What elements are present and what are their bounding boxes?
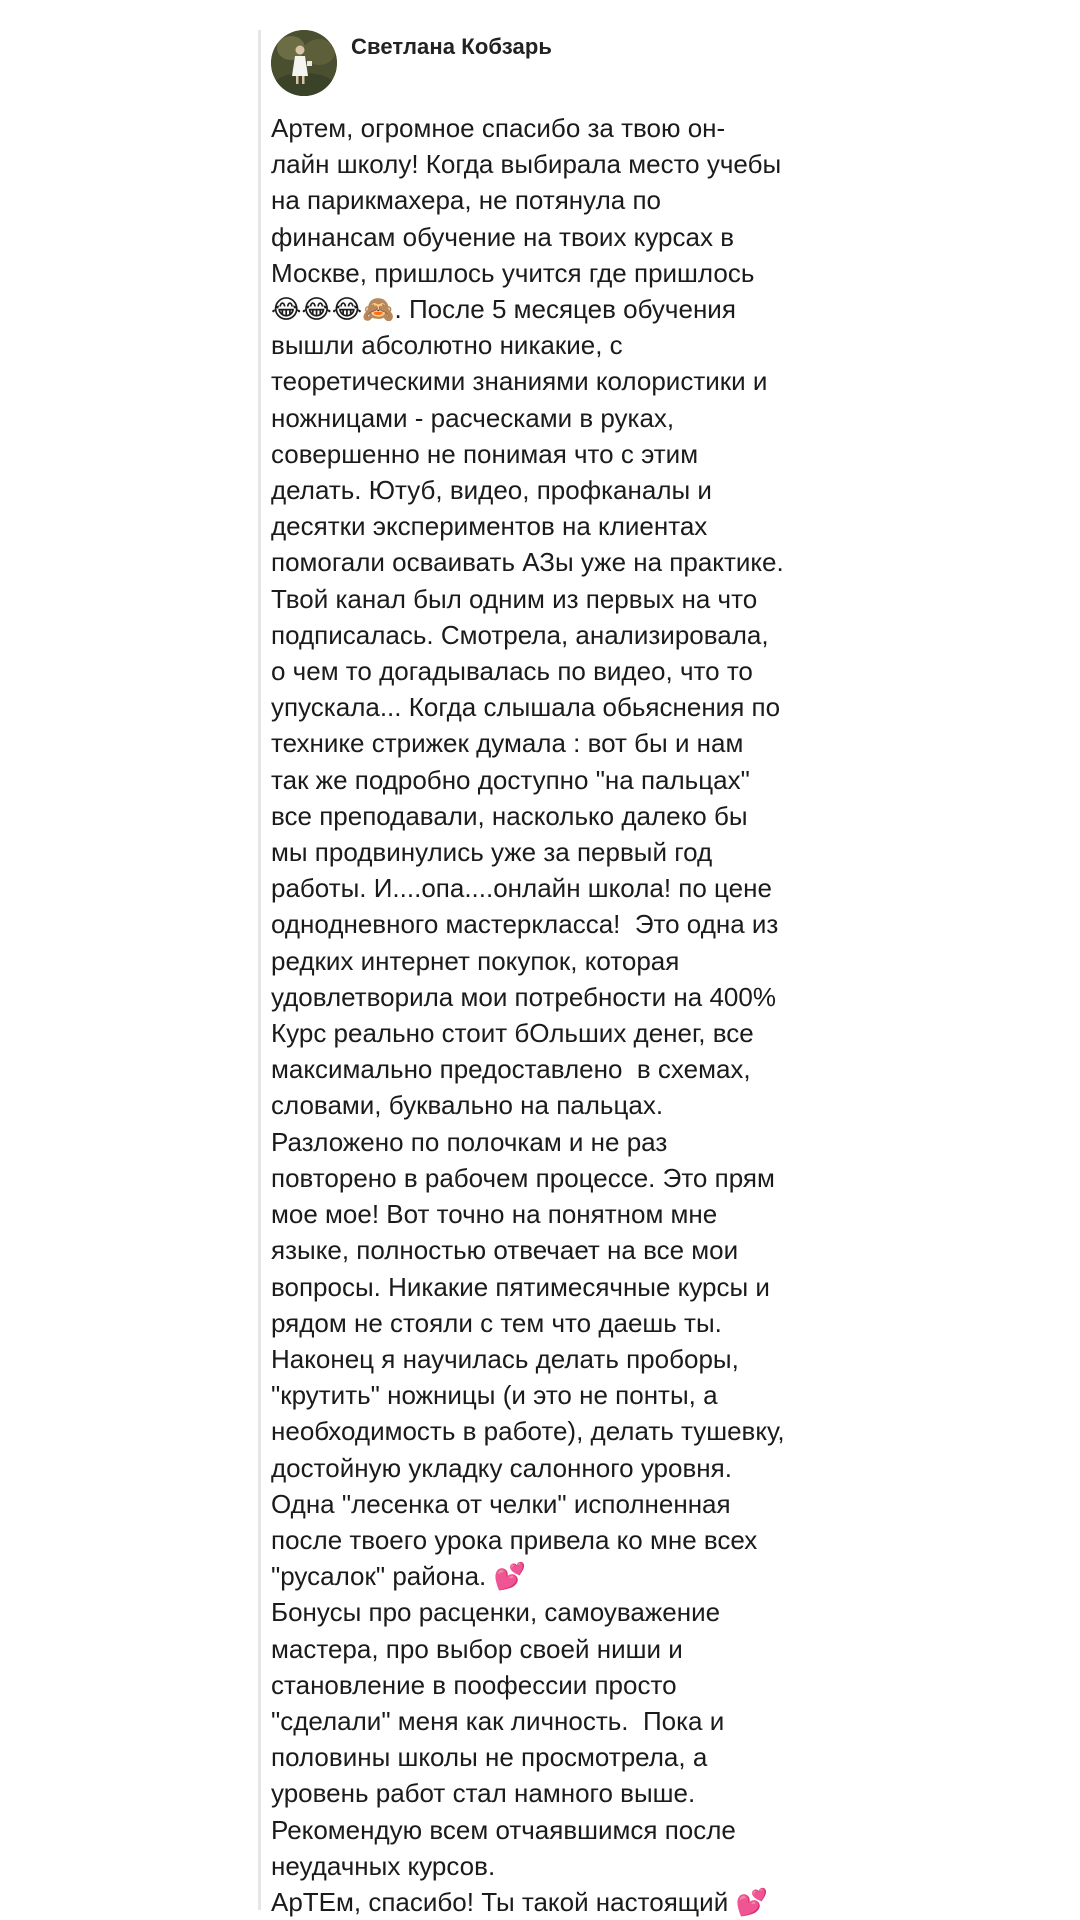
- text-line: необходимость в работе), делать тушевку,: [271, 1416, 785, 1447]
- review-text: [271, 110, 1041, 1920]
- text-line: удовлетворила мои потребности на 400%: [271, 981, 776, 1012]
- text-line: ножницами - расческами в руках,: [271, 402, 675, 433]
- text-line: так же подробно доступно "на пальцах": [271, 764, 750, 795]
- text-line: совершенно не понимая что с этим: [271, 438, 699, 469]
- text-line: рядом не стояли с тем что даешь ты.: [271, 1307, 722, 1338]
- text-line: помогали осваивать АЗы уже на практике.: [271, 547, 784, 578]
- avatar-photo-icon: [271, 30, 337, 96]
- text-line: Наконец я научилась делать проборы,: [271, 1343, 739, 1374]
- text-line: "крутить" ножницы (и это не понты, а: [271, 1380, 718, 1411]
- text-line: Разложено по полочкам и не раз: [271, 1126, 668, 1157]
- text-line: уровень работ стал намного выше.: [271, 1778, 696, 1809]
- review-post: [258, 30, 1048, 1917]
- post-header: [271, 30, 552, 96]
- text-line: Одна "лесенка от челки" исполненная: [271, 1488, 731, 1519]
- text-line: "сделали" меня как личность. Пока и: [271, 1705, 725, 1736]
- text-line: максимально предоставлено в схемах,: [271, 1054, 751, 1085]
- text-line: работы. И....опа....онлайн школа! по цене: [271, 873, 772, 904]
- text-line: становление в поофессии просто: [271, 1669, 677, 1700]
- text-line: АрТЕм, спасибо! Ты такой настоящий 💕: [271, 1886, 768, 1917]
- author-name[interactable]: Светлана Кобзарь: [351, 34, 553, 59]
- text-line: Бонусы про расценки, самоуважение: [271, 1597, 721, 1628]
- text-line: делать. Ютуб, видео, профканалы и: [271, 475, 712, 506]
- text-line: 😂😂😂🙈. После 5 месяцев обучения: [271, 294, 736, 325]
- text-line: Рекомендую всем отчаявшимся после: [271, 1814, 736, 1845]
- text-line: Твой канал был одним из первых на что: [271, 583, 758, 614]
- text-line: мы продвинулись уже за первый год: [271, 837, 713, 868]
- text-line: лайн школу! Когда выбирала место учебы: [271, 149, 782, 180]
- text-line: вышли абсолютно никакие, с: [271, 330, 623, 361]
- text-line: достойную укладку салонного уровня.: [271, 1452, 732, 1483]
- text-line: мое мое! Вот точно на понятном мне: [271, 1199, 718, 1230]
- text-line: мастера, про выбор своей ниши и: [271, 1633, 683, 1664]
- text-line: Москве, пришлось учится где пришлось: [271, 257, 755, 288]
- text-line: словами, буквально на пальцах.: [271, 1090, 664, 1121]
- text-line: технике стрижек думала : вот бы и нам: [271, 728, 744, 759]
- text-line: Артем, огромное спасибо за твою он-: [271, 113, 726, 143]
- text-line: финансам обучение на твоих курсах в: [271, 221, 735, 252]
- text-line: языке, полностью отвечает на все мои: [271, 1235, 739, 1266]
- text-line: повторено в рабочем процессе. Это прям: [271, 1162, 775, 1193]
- text-line: неудачных курсов.: [271, 1850, 496, 1881]
- avatar[interactable]: [271, 30, 337, 96]
- text-line: вопросы. Никакие пятимесячные курсы и: [271, 1271, 770, 1302]
- text-line: десятки экспериментов на клиентах: [271, 511, 708, 542]
- text-line: все преподавали, насколько далеко бы: [271, 800, 748, 831]
- text-line: редких интернет покупок, которая: [271, 945, 680, 976]
- text-line: теоретическими знаниями колористики и: [271, 366, 768, 397]
- text-line: половины школы не просмотрела, а: [271, 1742, 708, 1773]
- text-line: Курс реально стоит бОльших денег, все: [271, 1018, 754, 1049]
- text-line: однодневного мастеркласса! Это одна из: [271, 909, 779, 940]
- text-line: упускала... Когда слышала обьяснения по: [271, 692, 781, 723]
- text-line: "русалок" района. 💕: [271, 1561, 526, 1592]
- text-line: после твоего урока привела ко мне всех: [271, 1524, 758, 1555]
- text-line: на парикмахера, не потянула по: [271, 185, 661, 216]
- text-line: подписалась. Смотрела, анализировала,: [271, 619, 769, 650]
- text-line: о чем то догадывалась по видео, что то: [271, 656, 753, 687]
